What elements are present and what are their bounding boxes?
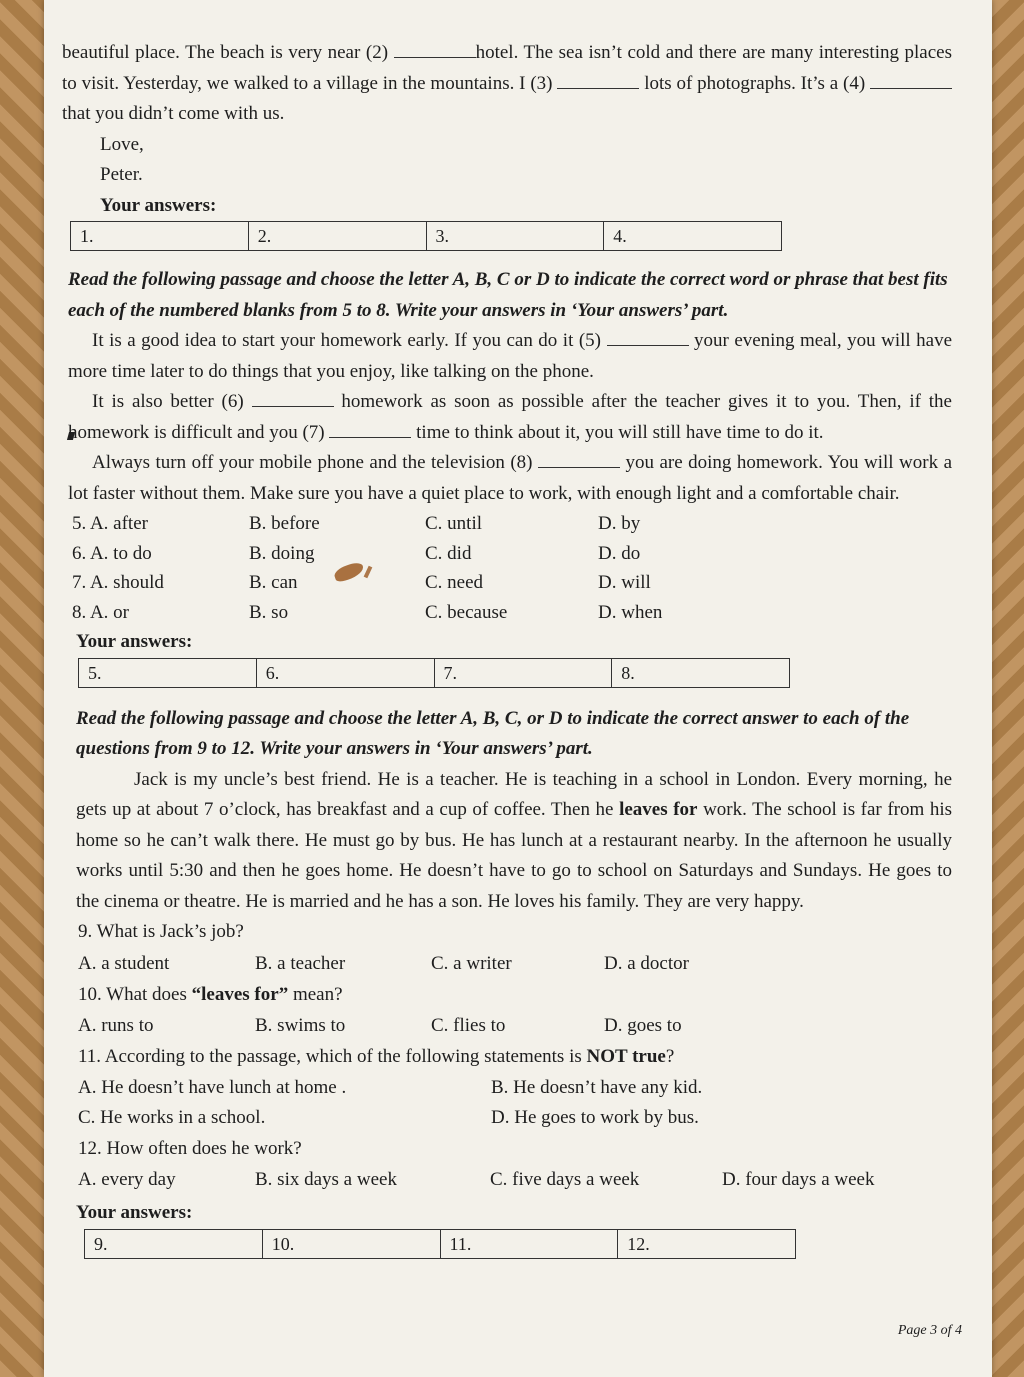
- passage-text: It is a good idea to start your homework early. If you can do it (5): [92, 330, 601, 351]
- option[interactable]: C. a writer: [431, 952, 512, 974]
- page-number: Page 3 of 4: [897, 1323, 962, 1338]
- blank-7[interactable]: [329, 419, 411, 438]
- option[interactable]: 5. A. after: [72, 513, 148, 534]
- question-text: mean?: [292, 983, 343, 1005]
- option[interactable]: C. need: [425, 572, 484, 593]
- letter-text: [62, 38, 952, 130]
- closing-name: Peter.: [100, 164, 143, 185]
- answer-box-5-8: [78, 658, 790, 688]
- option[interactable]: D. four days a week: [722, 1169, 875, 1190]
- section-3-instruction: Read the following passage and choose the letter A, B, C, or D to indicate the correct answer to each of the questions from 9 to 12. Write your answers in ‘Your answers’ part.: [76, 707, 910, 759]
- answer-box-1-4: [70, 221, 782, 251]
- letter-line: lots of: [644, 72, 693, 94]
- question-11-options-ab: [62, 1073, 952, 1104]
- blank-2[interactable]: [394, 39, 476, 58]
- question-9-options: [62, 948, 952, 980]
- letter-line: interesting places to visit. Yesterday, we walked to a village in the mountains. I (3): [62, 42, 952, 94]
- option[interactable]: B. can: [249, 572, 298, 593]
- option[interactable]: 7. A. should: [72, 572, 164, 593]
- question-11: [62, 1042, 952, 1073]
- passage-text: Always turn off your mobile phone and the television (8): [92, 452, 533, 473]
- option[interactable]: D. by: [598, 513, 641, 534]
- option[interactable]: C. He works in a school.: [78, 1107, 266, 1128]
- option[interactable]: D. He goes to work by bus.: [491, 1107, 699, 1128]
- option[interactable]: D. when: [598, 601, 663, 623]
- answer-cell-3[interactable]: 3.: [426, 222, 604, 251]
- question-11-options-cd: [62, 1103, 952, 1134]
- option[interactable]: B. so: [249, 601, 289, 623]
- option[interactable]: 6. A. to do: [72, 542, 152, 564]
- question-bold-phrase: “leaves for”: [191, 983, 289, 1005]
- passage-text: work. The school is far from his home so he can’t walk there. He must go by bus. He has lunch at a restaurant nearby. In the afternoon he usually works until 5:30 and then he goes home. He doesn’t have to go to school on Saturdays and Sundays. He goes to the cinema or theatre. He is married and he has a son. He loves his family. They are very happy.: [76, 799, 953, 912]
- passage-text: you are doing homework. You will work a lot faster without them. Make sure you have a quiet place to work, with enough light and a comfortable chair.: [68, 452, 952, 504]
- option[interactable]: C. flies to: [431, 1015, 506, 1036]
- blank-8[interactable]: [538, 449, 620, 468]
- letter-line: hotel. The sea isn’t cold and there are many: [475, 42, 814, 63]
- answer-cell-1[interactable]: 1.: [71, 222, 249, 251]
- option[interactable]: D. a doctor: [604, 952, 689, 974]
- answer-cell-11[interactable]: 11.: [440, 1229, 618, 1258]
- passage-text: Jack is my uncle’s best friend. He is a teacher. He is teaching in a school in London. Every morning, he gets up at about 7 o’clock, has breakfast and a cup of coffee. Then he: [76, 768, 952, 820]
- question-bold-phrase: NOT true: [586, 1046, 666, 1067]
- question-text: 11. According to the passage, which of the following statements is: [78, 1046, 582, 1067]
- answer-cell-7[interactable]: 7.: [434, 658, 612, 687]
- answer-cell-2[interactable]: 2.: [248, 222, 426, 251]
- passage-3: [62, 765, 952, 918]
- option[interactable]: A. He doesn’t have lunch at home .: [78, 1076, 347, 1098]
- option[interactable]: C. until: [425, 513, 483, 534]
- option[interactable]: A. a student: [78, 952, 170, 974]
- question-10: [62, 980, 952, 1011]
- passage-2-paragraph-3: [62, 448, 952, 509]
- letter-line: photographs. It’s a (4): [697, 72, 866, 94]
- option[interactable]: B. before: [249, 513, 320, 534]
- question-text: ?: [665, 1046, 675, 1067]
- section-2-instruction: Read the following passage and choose the letter A, B, C or D to indicate the correct word or phrase that best fits each of the numbered blanks from 5 to 8. Write your answers in ‘Your answers’ part.: [68, 269, 948, 321]
- answer-cell-8[interactable]: 8.: [612, 658, 790, 687]
- option[interactable]: C. five days a week: [490, 1169, 640, 1190]
- answers-label-3: Your answers:: [76, 1202, 193, 1223]
- option[interactable]: B. swims to: [255, 1015, 346, 1036]
- answers-label-1: Your answers:: [100, 194, 217, 216]
- option[interactable]: D. do: [598, 542, 641, 564]
- question-12-options: [62, 1164, 952, 1196]
- option[interactable]: 8. A. or: [72, 601, 129, 623]
- passage-text: your evening meal, you will have more time later to do things that you enjoy, like talking on the phone.: [68, 330, 953, 382]
- passage-2-paragraph-2: [62, 387, 952, 448]
- passage-text: homework as soon as possible after the teacher gives it to you. Then, if the homework is difficult and you (7): [68, 391, 952, 443]
- option[interactable]: A. every day: [78, 1169, 176, 1190]
- option[interactable]: B. doing: [249, 542, 315, 564]
- worksheet-page: [44, 0, 992, 1377]
- answer-cell-10[interactable]: 10.: [262, 1229, 440, 1258]
- closing-love: Love,: [100, 133, 144, 155]
- letter-line: beautiful place. The beach is very near (2): [62, 42, 389, 63]
- blank-3[interactable]: [557, 70, 639, 89]
- options-row-5: [62, 509, 952, 539]
- question-text: 10. What does: [78, 983, 187, 1005]
- letter-line: that you didn’t come with us.: [62, 103, 285, 124]
- option[interactable]: B. a teacher: [255, 952, 346, 974]
- options-row-6: [62, 539, 952, 569]
- passage-bold-phrase: leaves for: [619, 799, 698, 820]
- options-row-7: [62, 568, 952, 598]
- table-surface-left: [0, 0, 48, 1377]
- passage-text: It is also better (6): [92, 391, 244, 412]
- option[interactable]: B. He doesn’t have any kid.: [491, 1076, 703, 1098]
- question-9: 9. What is Jack’s job?: [78, 921, 244, 942]
- blank-5[interactable]: [607, 327, 689, 346]
- answer-cell-12[interactable]: 12.: [618, 1229, 796, 1258]
- option[interactable]: C. did: [425, 542, 472, 564]
- answer-cell-4[interactable]: 4.: [604, 222, 782, 251]
- blank-4[interactable]: [870, 70, 952, 89]
- answer-box-9-12: [84, 1229, 796, 1259]
- passage-2-paragraph-1: [62, 326, 952, 387]
- blank-6[interactable]: [252, 388, 334, 407]
- answer-cell-9[interactable]: 9.: [85, 1229, 263, 1258]
- question-10-options: [62, 1010, 952, 1042]
- option[interactable]: D. goes to: [604, 1015, 682, 1036]
- passage-text: time to think about it, you will still have time to do it.: [416, 421, 824, 443]
- page-content: [62, 38, 952, 1259]
- option[interactable]: A. runs to: [78, 1015, 154, 1036]
- option[interactable]: C. because: [425, 601, 508, 623]
- option[interactable]: B. six days a week: [255, 1169, 397, 1190]
- question-12: 12. How often does he work?: [78, 1137, 302, 1159]
- answer-cell-6[interactable]: 6.: [256, 658, 434, 687]
- answer-cell-5[interactable]: 5.: [79, 658, 257, 687]
- options-row-8: [62, 598, 952, 628]
- answers-label-2: Your answers:: [76, 631, 193, 652]
- option[interactable]: D. will: [598, 572, 651, 593]
